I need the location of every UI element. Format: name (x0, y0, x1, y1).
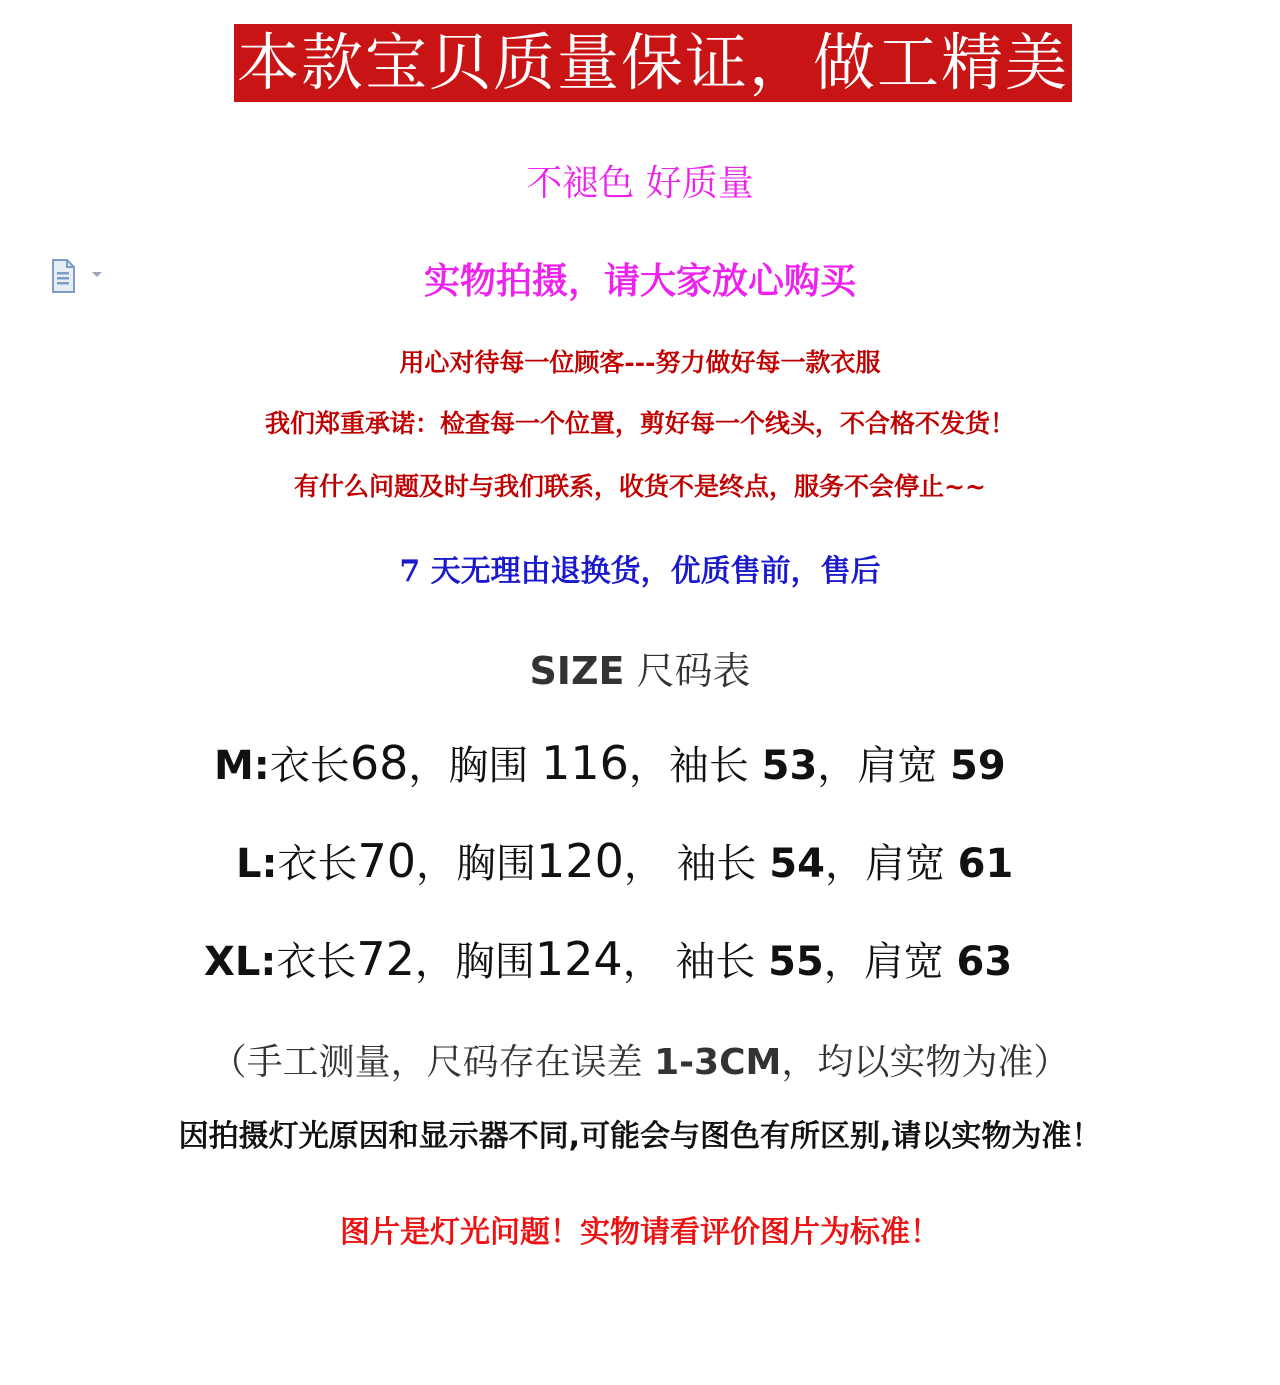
shoulder-value: 63 (956, 939, 1013, 985)
chest-label: ，胸围 (408, 743, 542, 789)
chest-value: 120 (536, 834, 624, 888)
sleeve-label: ， 袖长 (622, 939, 769, 985)
length-value: 68 (349, 736, 409, 790)
length-label: 衣长 (269, 743, 350, 789)
length-label: 衣长 (277, 841, 358, 887)
chest-value: 124 (534, 932, 623, 986)
size-chart-title (0, 640, 1280, 695)
length-label: 衣长 (276, 939, 357, 985)
length-value: 70 (357, 834, 417, 888)
measure-error-range: 1-3CM (654, 1042, 782, 1083)
picture-note: 图片是灯光问题！实物请看评价图片为标准！ (340, 1215, 940, 1250)
sleeve-value: 53 (761, 743, 818, 789)
chest-value: 116 (541, 736, 629, 790)
service-heart-line: 用心对待每一位顾客---努力做好每一款衣服 (399, 348, 881, 377)
measure-note-post: ，均以实物为准） (781, 1042, 1070, 1083)
shoulder-label: ，肩宽 (824, 841, 958, 887)
shoulder-label: ，肩宽 (817, 743, 950, 789)
size-label: XL: (204, 939, 277, 985)
real-photo-line: 实物拍摄，请大家放心购买 (423, 260, 856, 302)
return-policy-line: 7 天无理由退换货，优质售前，售后 (399, 554, 881, 589)
size-label: M: (214, 743, 270, 789)
size-title-cn: 尺码表 (624, 649, 751, 693)
length-value: 72 (356, 932, 415, 986)
sleeve-label: ， 袖长 (623, 841, 770, 887)
chest-label: ，胸围 (414, 939, 535, 985)
shoulder-value: 61 (957, 841, 1014, 887)
no-fade-line: 不褪色 好质量 (526, 163, 754, 204)
chest-label: ，胸围 (416, 841, 537, 887)
lighting-note: 因拍摄灯光原因和显示器不同,可能会与图色有所区别,请以实物为准！ (178, 1119, 1102, 1154)
measure-note-pre: （手工测量，尺码存在误差 (210, 1042, 655, 1083)
contact-line: 有什么问题及时与我们联系，收货不是终点，服务不会停止~~ (294, 472, 986, 501)
sleeve-value: 54 (769, 841, 825, 887)
size-title-en: SIZE (529, 649, 625, 693)
quality-banner: 本款宝贝质量保证，做工精美 (234, 24, 1072, 102)
sleeve-label: ，袖长 (628, 743, 762, 789)
shoulder-label: ，肩宽 (823, 939, 957, 985)
measurement-note (0, 1034, 1280, 1085)
size-label: L: (236, 841, 278, 887)
promise-line: 我们郑重承诺：检查每一个位置，剪好每一个线头，不合格不发货！ (264, 409, 1015, 438)
size-row-l (236, 832, 1013, 889)
shoulder-value: 59 (950, 743, 1006, 789)
sleeve-value: 55 (768, 939, 824, 985)
size-row-m (214, 734, 1006, 791)
size-row-xl (204, 930, 1012, 987)
